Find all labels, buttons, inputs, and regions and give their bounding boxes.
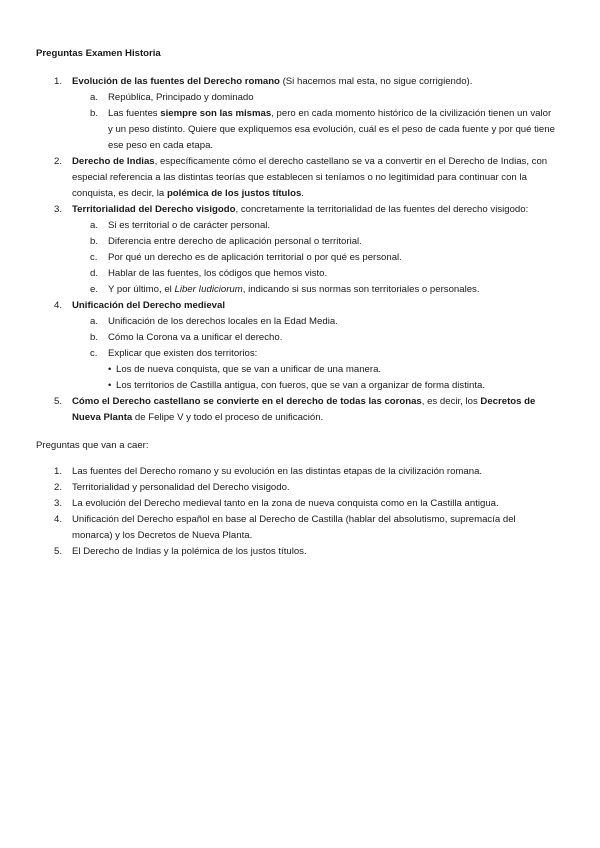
subitem xyxy=(72,250,556,266)
expected-questions-list xyxy=(36,464,556,560)
question-2-text: , específicamente cómo el derecho castellano se va a convertir en el Derecho de Indias, con especial referencia a las distintas teorías que establecen si teníamos o no legitimidad para continuar con la conquista, es decir, la xyxy=(72,156,548,199)
subitem-italic: Liber Iudiciorum xyxy=(174,284,243,295)
question-5-text: , es decir, los xyxy=(421,396,481,407)
question-3 xyxy=(36,202,556,298)
question-2-heading: Derecho de Indias xyxy=(72,156,155,167)
question-5-end: de Felipe V y todo el proceso de unificación. xyxy=(132,412,324,423)
subitem-letter: a. xyxy=(90,220,99,231)
subitem-letter: d. xyxy=(90,268,99,279)
section-2-title: Preguntas que van a caer: xyxy=(36,440,149,451)
question-number: 5. xyxy=(54,396,63,407)
question-5-emphasis: Decretos de Nueva Planta xyxy=(72,396,536,423)
question-text: Unificación del Derecho español en base al Derecho de Castilla (hablar del absolutismo, supremacía del monarca) y los Decretos de Nueva Planta. xyxy=(72,514,516,541)
exam-questions-list xyxy=(36,74,556,426)
question-text: Territorialidad y personalidad del Derecho visigodo. xyxy=(72,482,290,493)
question-1-subitems xyxy=(72,90,556,154)
question-text: La evolución del Derecho medieval tanto en la zona de nueva conquista como en la Castilla antigua. xyxy=(72,498,499,509)
subitem-letter: e. xyxy=(90,284,99,295)
question-text: El Derecho de Indias y la polémica de los justos títulos. xyxy=(72,546,307,557)
question-4-heading: Unificación del Derecho medieval xyxy=(72,300,226,311)
question-1-note: (Si hacemos mal esta, no sigue corrigiendo). xyxy=(279,76,473,87)
subitem-text-cont: , pero en cada momento histórico de la civilización tienen un valor y un peso distinto. Quiere que expliquemos esa evolución, cuál es el peso de cada fuente y por qué tiene ese peso en cada etapa. xyxy=(108,108,555,151)
subitem-text: Si es territorial o de carácter personal. xyxy=(108,220,271,231)
subitem xyxy=(72,106,556,154)
subitem xyxy=(72,218,556,234)
question-4 xyxy=(36,298,556,394)
subitem xyxy=(72,234,556,250)
question-number: 2. xyxy=(54,482,63,493)
question-3-subitems xyxy=(72,218,556,298)
subitem-text: Cómo la Corona va a unificar el derecho. xyxy=(108,332,283,343)
question-number: 3. xyxy=(54,498,63,509)
subitem-letter: c. xyxy=(90,252,98,263)
question-4-subitems xyxy=(72,314,556,394)
question-number: 2. xyxy=(54,156,63,167)
question-3-heading: Territorialidad del Derecho visigodo xyxy=(72,204,236,215)
subitem-text: República, Principado y dominado xyxy=(108,92,254,103)
question-3-text: , concretamente la territorialidad de las fuentes del derecho visigodo: xyxy=(235,204,529,215)
subitem xyxy=(72,314,556,330)
document-title: Preguntas Examen Historia xyxy=(36,48,161,59)
expected-question xyxy=(36,544,556,560)
subitem xyxy=(72,330,556,346)
question-1-heading: Evolución de las fuentes del Derecho romano xyxy=(72,76,280,87)
subitem-text: Unificación de los derechos locales en la Edad Media. xyxy=(108,316,338,327)
subitem-letter: b. xyxy=(90,236,99,247)
subitem-text: Diferencia entre derecho de aplicación personal o territorial. xyxy=(108,236,362,247)
question-number: 1. xyxy=(54,466,63,477)
subitem-letter: a. xyxy=(90,316,99,327)
expected-question xyxy=(36,496,556,512)
subitem-text: Por qué un derecho es de aplicación territorial o por qué es personal. xyxy=(108,252,402,263)
subitem-letter: a. xyxy=(90,92,99,103)
subitem-emphasis: siempre son las mismas xyxy=(160,108,272,119)
subitem-text: Las fuentes xyxy=(108,108,161,119)
bullet-item xyxy=(108,362,556,378)
subitem-letter: b. xyxy=(90,332,99,343)
question-2-end: . xyxy=(301,188,304,199)
bullet-dot: • xyxy=(108,380,112,391)
bullet-dot: • xyxy=(108,364,112,375)
subitem-text: Y por último, el xyxy=(108,284,175,295)
bullet-item xyxy=(108,378,556,394)
question-number: 3. xyxy=(54,204,63,215)
subitem-letter: b. xyxy=(90,108,99,119)
question-number: 5. xyxy=(54,546,63,557)
question-1 xyxy=(36,74,556,154)
subitem-letter: c. xyxy=(90,348,98,359)
expected-question xyxy=(36,480,556,496)
question-2 xyxy=(36,154,556,202)
expected-question xyxy=(36,512,556,544)
question-number: 1. xyxy=(54,76,63,87)
bullet-list xyxy=(108,362,556,394)
subitem xyxy=(72,282,556,298)
subitem-text: Hablar de las fuentes, los códigos que hemos visto. xyxy=(108,268,328,279)
subitem-text-cont: , indicando si sus normas son territoriales o personales. xyxy=(242,284,480,295)
subitem xyxy=(72,90,556,106)
question-5 xyxy=(36,394,556,426)
subitem xyxy=(72,346,556,394)
question-2-emphasis: polémica de los justos títulos xyxy=(166,188,302,199)
question-text: Las fuentes del Derecho romano y su evolución en las distintas etapas de la civilización romana. xyxy=(72,466,483,477)
question-number: 4. xyxy=(54,514,63,525)
bullet-text: Los de nueva conquista, que se van a unificar de una manera. xyxy=(116,364,382,375)
subitem xyxy=(72,266,556,282)
bullet-text: Los territorios de Castilla antigua, con fueros, que se van a organizar de forma distinta. xyxy=(116,380,486,391)
question-5-heading: Cómo el Derecho castellano se convierte en el derecho de todas las coronas xyxy=(72,396,422,407)
expected-question xyxy=(36,464,556,480)
question-number: 4. xyxy=(54,300,63,311)
subitem-text: Explicar que existen dos territorios: xyxy=(108,348,258,359)
